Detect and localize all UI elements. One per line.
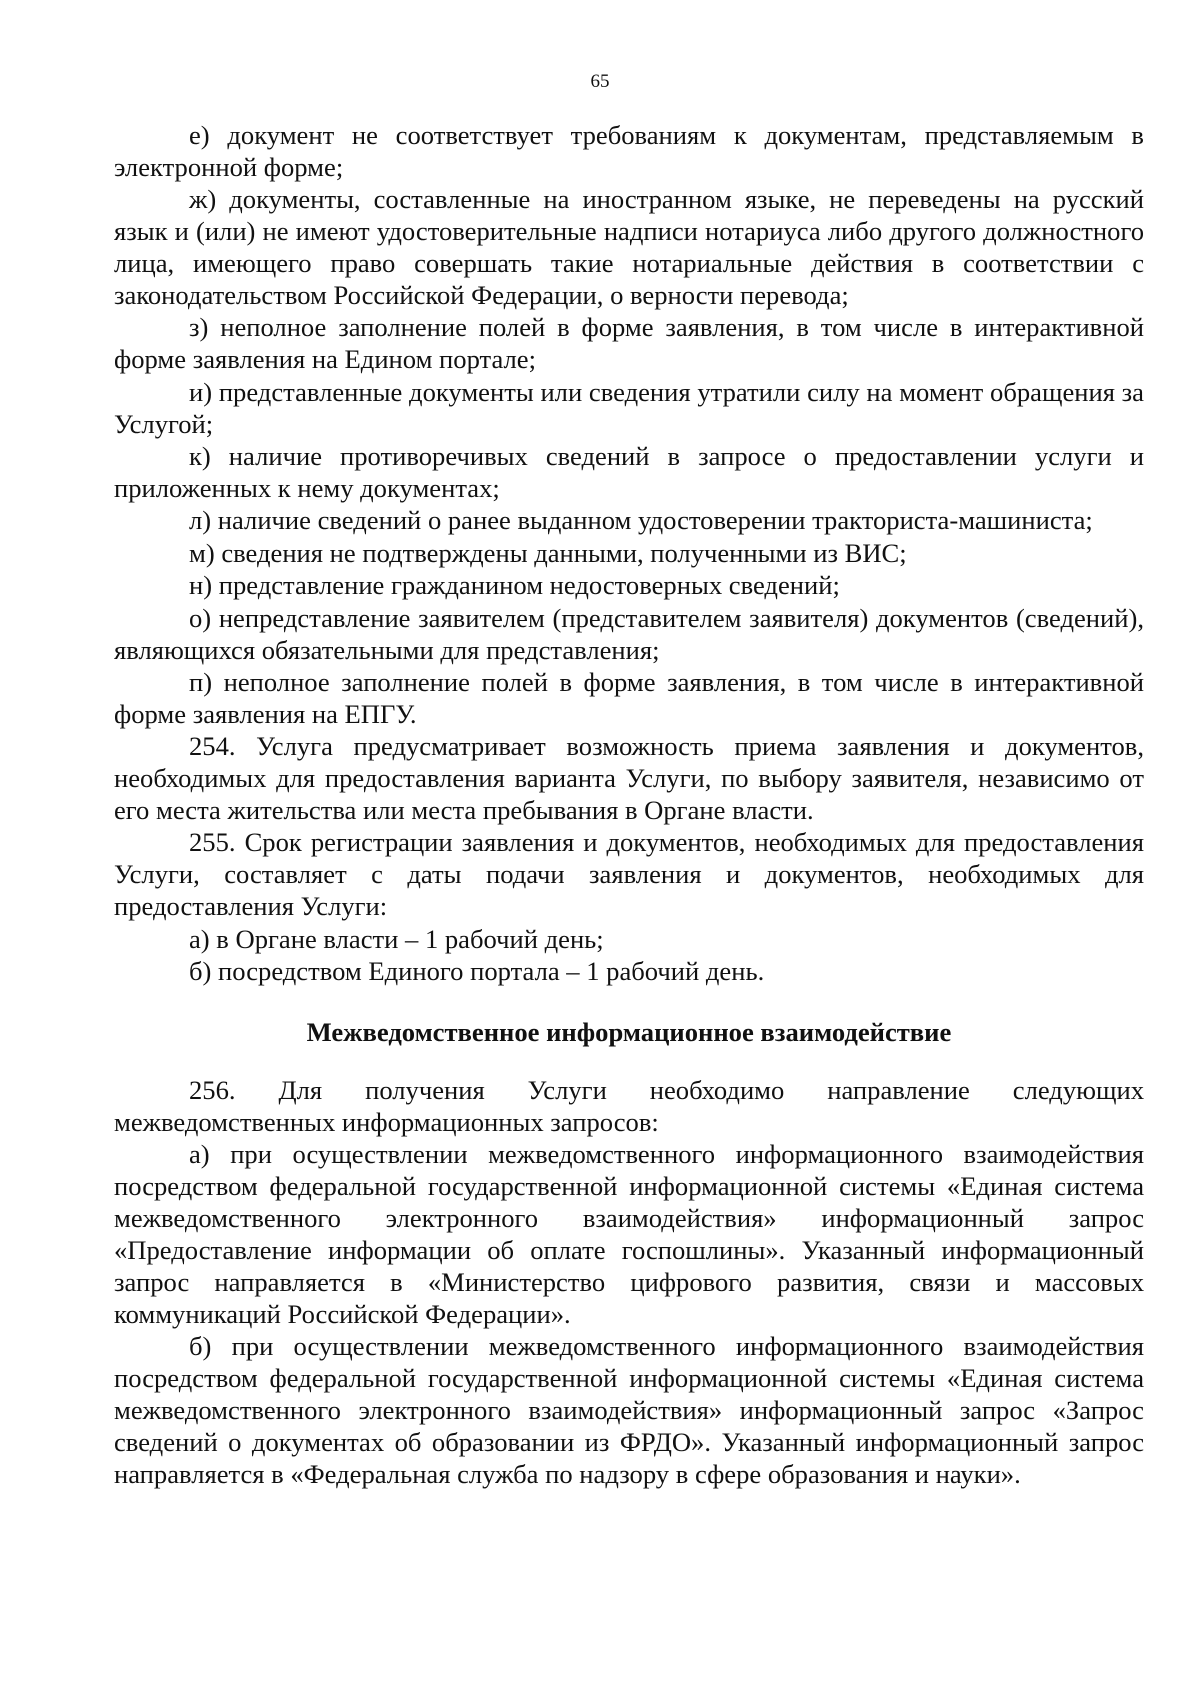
- list-item-m: м) сведения не подтверждены данными, полученными из ВИС;: [189, 537, 907, 568]
- list-item-p: п) неполное заполнение полей в форме заявления, в том числе в интерактивной форме заявления на ЕПГУ.: [114, 666, 1144, 729]
- paragraph-255: 255. Срок регистрации заявления и документов, необходимых для предоставления Услуги, составляет с даты подачи заявления и документов, необходимых для предоставления Услуги:: [114, 827, 1144, 922]
- list-item-zh: ж) документы, составленные на иностранном языке, не переведены на русский язык и (или) не имеют удостоверительные надписи нотариуса либо другого должностного лица, имеющего право совершать такие нотариальные действия в соответствии с законодательством Российской Федерации, о верности перевода;: [114, 184, 1144, 311]
- list-item-o: о) непредставление заявителем (представителем заявителя) документов (сведений), являющихся обязательными для представления;: [114, 602, 1144, 665]
- paragraph-256-item-b: б) при осуществлении межведомственного информационного взаимодействия посредством федеральной государственной информационной системы «Единая система межведомственного электронного взаимодействия» информационный запрос «Запрос сведений о документах об образовании из ФРДО». Указанный информационный запрос направляется в «Федеральная служба по надзору в сфере образования и науки».: [114, 1331, 1144, 1489]
- document-body: [114, 120, 1144, 1491]
- paragraph-254: 254. Услуга предусматривает возможность приема заявления и документов, необходимых для предоставления варианта Услуги, по выбору заявителя, независимо от его места жительства или места пребывания в Органе власти.: [114, 731, 1144, 826]
- list-item-n: н) представление гражданином недостоверных сведений;: [189, 570, 840, 601]
- list-item-l: л) наличие сведений о ранее выданном удостоверении тракториста-машиниста;: [189, 505, 1093, 536]
- list-item-z: з) неполное заполнение полей в форме заявления, в том числе в интерактивной форме заявления на Едином портале;: [114, 312, 1144, 375]
- page-number: 65: [590, 71, 610, 92]
- paragraph-255-item-a: а) в Органе власти – 1 рабочий день;: [189, 923, 604, 954]
- list-item-k: к) наличие противоречивых сведений в запросе о предоставлении услуги и приложенных к нему документах;: [114, 441, 1144, 503]
- paragraph-256: 256. Для получения Услуги необходимо направление следующих межведомственных информационных запросов:: [114, 1074, 1144, 1137]
- section-heading: Межведомственное информационное взаимодействие: [306, 1016, 952, 1047]
- paragraph-255-item-b: б) посредством Единого портала – 1 рабочий день.: [189, 956, 765, 987]
- list-item-i: и) представленные документы или сведения утратили силу на момент обращения за Услугой;: [114, 376, 1144, 439]
- list-item-e: е) документ не соответствует требованиям к документам, представляемым в электронной форме;: [114, 120, 1144, 182]
- paragraph-256-item-a: а) при осуществлении межведомственного информационного взаимодействия посредством федеральной государственной информационной системы «Единая система межведомственного электронного взаимодействия» информационный запрос «Предоставление информации об оплате госпошлины». Указанный информационный запрос направляется в «Министерство цифрового развития, связи и массовых коммуникаций Российской Федерации».: [114, 1139, 1144, 1329]
